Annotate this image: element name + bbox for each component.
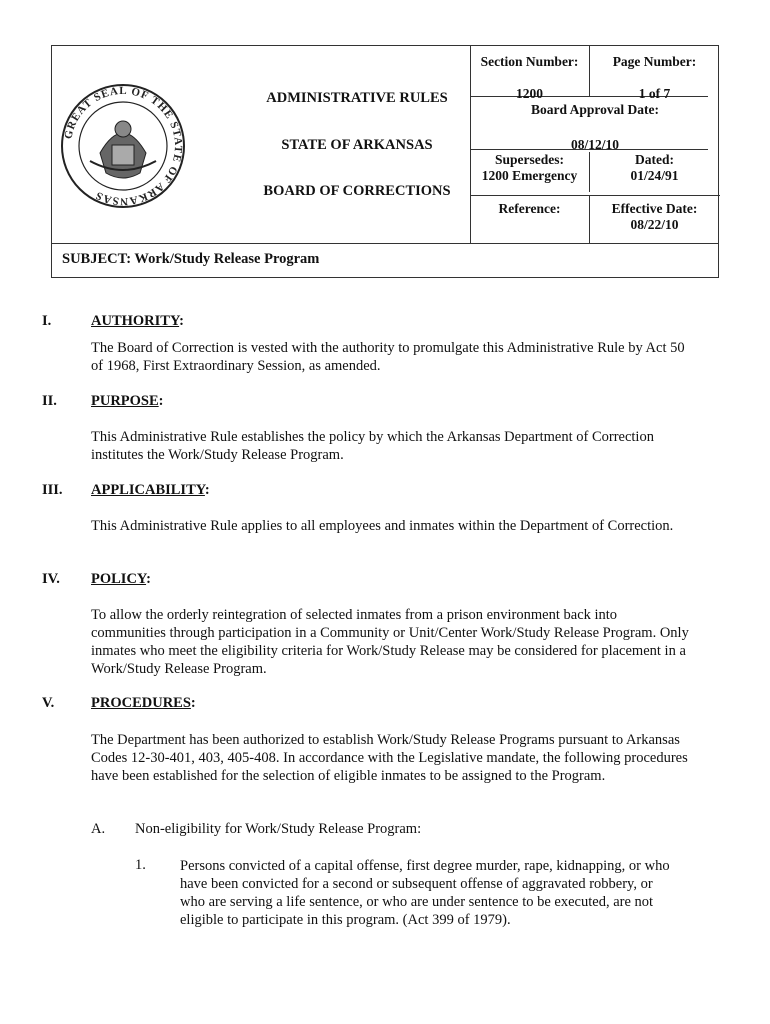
subject-line: SUBJECT: Work/Study Release Program <box>62 251 320 267</box>
supersedes-label: Supersedes: <box>494 152 564 167</box>
svg-text:GREAT SEAL OF THE STATE OF ARK: GREAT SEAL OF THE STATE OF ARKANSAS <box>62 84 185 208</box>
section-text-authority: The Board of Correction is vested with the authority to promulgate this Administrative Rule by Act 50 of 1968, First Extraordinary Session, as amended. <box>91 340 685 374</box>
subject-divider <box>52 243 718 244</box>
page-number-value: 1 of 7 <box>638 86 671 101</box>
section-text-applicability: This Administrative Rule applies to all employees and inmates within the Department of Correction. <box>91 518 674 534</box>
section-text-purpose: This Administrative Rule establishes the policy by which the Arkansas Department of Correction institutes the Work/Study Release Program. <box>91 429 654 463</box>
dated-label: Dated: <box>635 152 674 167</box>
section-heading-purpose: PURPOSE: <box>91 393 164 409</box>
section-number-4: IV. <box>42 571 60 587</box>
section-heading-policy: POLICY: <box>91 571 151 587</box>
subsection-letter: A. <box>91 821 106 837</box>
section-number-5: V. <box>42 695 55 711</box>
section-number-1: I. <box>42 313 52 329</box>
item-text: Persons convicted of a capital offense, first degree murder, rape, kidnapping, or who have been convicted for a second or subsequent offense of aggravated robbery, or who are serving a life sentence, or who are under sentence to be executed, are not eligible to participate in this program. (Act 399 of 1979). <box>180 858 670 928</box>
section-number-label: Section Number: <box>480 54 579 69</box>
supersedes-value: 1200 Emergency <box>481 168 578 183</box>
effective-date-value: 08/22/10 <box>630 217 679 232</box>
section-number-value: 1200 <box>516 86 543 101</box>
board-approval-value: 08/12/10 <box>570 137 619 152</box>
header-box <box>51 45 719 278</box>
title-state: STATE OF ARKANSAS <box>281 137 433 153</box>
title-board: BOARD OF CORRECTIONS <box>263 183 451 199</box>
section-text-policy: To allow the orderly reintegration of selected inmates from a prison environment back into communities through participation in a Community or Unit/Center Work/Study Release Program. Only inmates who meet the eligibility criteria for Work/Study Release may be considered for placement in a Work/Study Release Program. <box>91 607 689 677</box>
meta-rule-3 <box>470 195 720 196</box>
section-heading-applicability: APPLICABILITY: <box>91 482 210 498</box>
section-heading-procedures: PROCEDURES: <box>91 695 196 711</box>
section-text-procedures: The Department has been authorized to establish Work/Study Release Programs pursuant to Arkansas Codes 12-30-401, 403, 405-408. In accordance with the Legislative mandate, the following procedures have been established for the selection of eligible inmates to be assigned to the Program. <box>91 732 688 784</box>
section-heading-authority: AUTHORITY: <box>91 313 184 329</box>
dated-value: 01/24/91 <box>630 168 679 183</box>
page-number-label: Page Number: <box>612 54 697 69</box>
state-seal-icon <box>60 83 186 209</box>
section-number-3: III. <box>42 482 63 498</box>
reference-label: Reference: <box>498 201 561 216</box>
item-number: 1. <box>135 857 146 873</box>
effective-date-label: Effective Date: <box>611 201 698 216</box>
subsection-text: Non-eligibility for Work/Study Release Program: <box>135 821 422 837</box>
title-administrative-rules: ADMINISTRATIVE RULES <box>266 90 448 106</box>
section-number-2: II. <box>42 393 57 409</box>
board-approval-label: Board Approval Date: <box>530 102 659 117</box>
